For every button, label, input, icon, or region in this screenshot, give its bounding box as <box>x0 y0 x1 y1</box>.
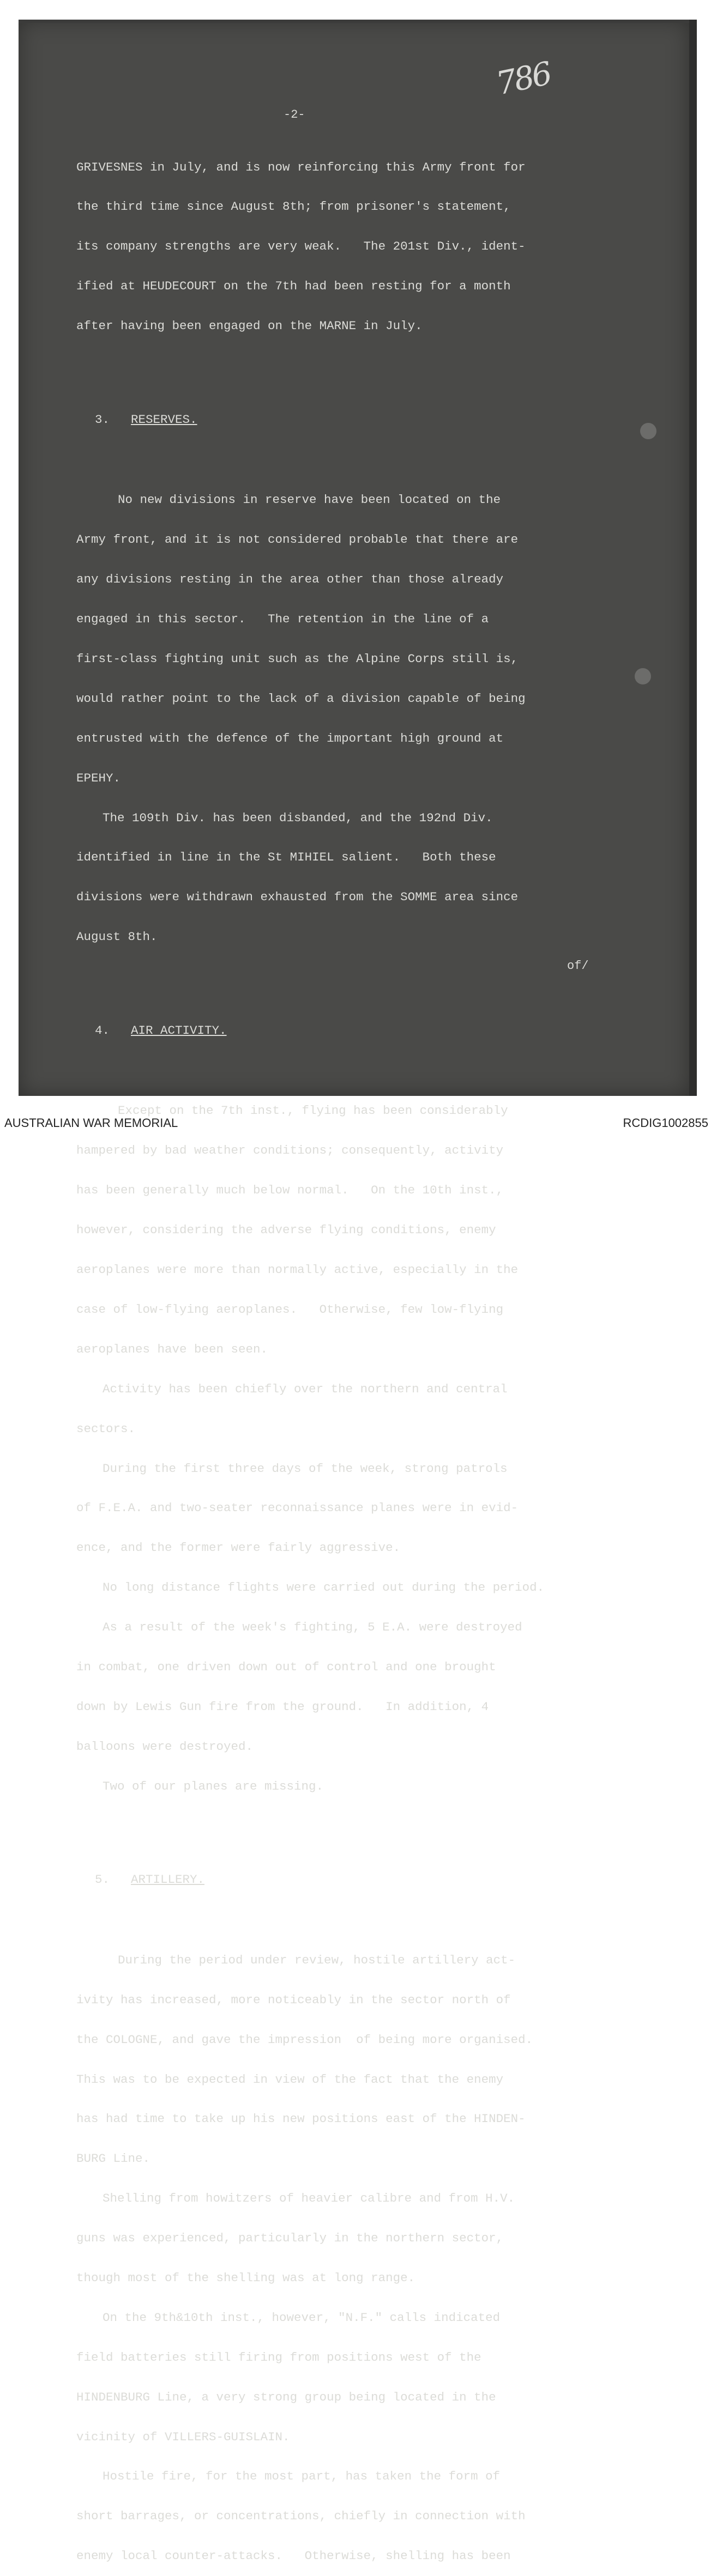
text-line: after having been engaged on the MARNE in July. <box>76 319 423 334</box>
section-heading <box>95 1873 622 1886</box>
section-number: 3. <box>95 412 110 427</box>
punch-hole <box>640 423 656 439</box>
text-line: guns was experienced, particularly in the northern sector, <box>76 2231 504 2246</box>
text-line: though most of the shelling was at long range. <box>76 2271 415 2286</box>
text-line: the COLOGNE, and gave the impression of being more organised. <box>76 2032 533 2047</box>
text-line: August 8th. <box>76 930 158 944</box>
text-line: HINDENBURG Line, a very strong group being located in the <box>76 2390 496 2404</box>
text-line: aeroplanes were more than normally active, especially in the <box>76 1263 519 1277</box>
text-line: case of low-flying aeroplanes. Otherwise, few low-flying <box>76 1302 504 1317</box>
text-line: During the first three days of the week, strong patrols <box>103 1461 508 1476</box>
text-line: No new divisions in reserve have been located on the <box>118 493 501 507</box>
text-line: engaged in this sector. The retention in the line of a <box>76 612 489 627</box>
text-line: BURG Line. <box>76 2151 150 2166</box>
text-line: down by Lewis Gun fire from the ground. In addition, 4 <box>76 1699 489 1714</box>
text-line: would rather point to the lack of a division capable of being <box>76 691 526 706</box>
text-line: Activity has been chiefly over the northern and central <box>103 1381 508 1396</box>
section-number: 4. <box>95 1023 110 1038</box>
text-line: any divisions resting in the area other than those already <box>76 572 504 587</box>
text-line: Army front, and it is not considered probable that there are <box>76 532 519 547</box>
text-line: however, considering the adverse flying conditions, enemy <box>76 1223 496 1238</box>
text-line: entrusted with the defence of the important high ground at <box>76 731 504 745</box>
text-line: its company strengths are very weak. The 201st Div., ident- <box>76 239 526 254</box>
text-line: Two of our planes are missing. <box>103 1779 324 1793</box>
text-line: Shelling from howitzers of heavier calibre and from H.V. <box>103 2191 515 2206</box>
text-line: enemy local counter-attacks. Otherwise, shelling has been <box>76 2549 511 2563</box>
section-number: 5. <box>95 1872 110 1887</box>
section-title: ARTILLERY. <box>131 1872 205 1887</box>
page-number: -2- <box>284 108 305 122</box>
text-line: identified in line in the St MIHIEL salient. Both these <box>76 850 496 865</box>
text-line: GRIVESNES in July, and is now reinforcing this Army front for <box>76 160 526 174</box>
text-line: short barrages, or concentrations, chiefly in connection with <box>76 2509 526 2524</box>
section-title: AIR ACTIVITY. <box>131 1023 227 1038</box>
text-line: has had time to take up his new positions east of the HINDEN- <box>76 2112 526 2126</box>
archive-id: RCDIG1002855 <box>623 1116 708 1130</box>
text-line: the third time since August 8th; from prisoner's statement, <box>76 199 511 214</box>
text-line: sectors. <box>76 1421 136 1436</box>
section-heading <box>95 413 622 426</box>
text-line: vicinity of VILLERS-GUISLAIN. <box>76 2429 290 2444</box>
text-line: first-class fighting unit such as the Alpine Corps still is, <box>76 651 519 666</box>
text-line: field batteries still firing from positions west of the <box>76 2350 481 2365</box>
text-line: of F.E.A. and two-seater reconnaissance planes were in evid- <box>76 1501 519 1516</box>
section-title: RESERVES. <box>131 412 197 427</box>
text-line: During the period under review, hostile artillery act- <box>118 1953 516 1967</box>
text-line: ified at HEUDECOURT on the 7th had been resting for a month <box>76 279 511 294</box>
text-line: The 109th Div. has been disbanded, and the 192nd Div. <box>103 810 493 825</box>
text-line: EPEHY. <box>76 771 121 785</box>
archive-name: AUSTRALIAN WAR MEMORIAL <box>4 1116 178 1130</box>
archive-footer <box>0 1112 717 1134</box>
handwritten-note: 786 <box>493 54 553 102</box>
catchword: of/ <box>567 959 589 973</box>
section-heading <box>95 1024 622 1037</box>
text-line: On the 9th&10th inst., however, "N.F." calls indicated <box>103 2310 501 2325</box>
text-line: ivity has increased, more noticeably in the sector north of <box>76 1992 511 2007</box>
text-line: divisions were withdrawn exhausted from the SOMME area since <box>76 890 519 905</box>
text-line: No long distance flights were carried out during the period. <box>103 1580 545 1595</box>
text-line: balloons were destroyed. <box>76 1739 254 1754</box>
text-line: This was to be expected in view of the fact that the enemy <box>76 2072 504 2087</box>
text-line: Hostile fire, for the most part, has taken the form of <box>103 2469 501 2484</box>
text-line: in combat, one driven down out of control and one brought <box>76 1659 496 1674</box>
text-line: As a result of the week's fighting, 5 E.A. were destroyed <box>103 1620 522 1635</box>
text-line: aeroplanes have been seen. <box>76 1342 268 1356</box>
punch-hole <box>635 668 651 684</box>
text-line: hampered by bad weather conditions; consequently, activity <box>76 1143 504 1158</box>
text-line: Except on the 7th inst., flying has been considerably <box>118 1104 508 1118</box>
text-line: ence, and the former were fairly aggressive. <box>76 1541 401 1555</box>
text-line: has been generally much below normal. On the 10th inst., <box>76 1183 504 1198</box>
document-body <box>76 107 622 2576</box>
